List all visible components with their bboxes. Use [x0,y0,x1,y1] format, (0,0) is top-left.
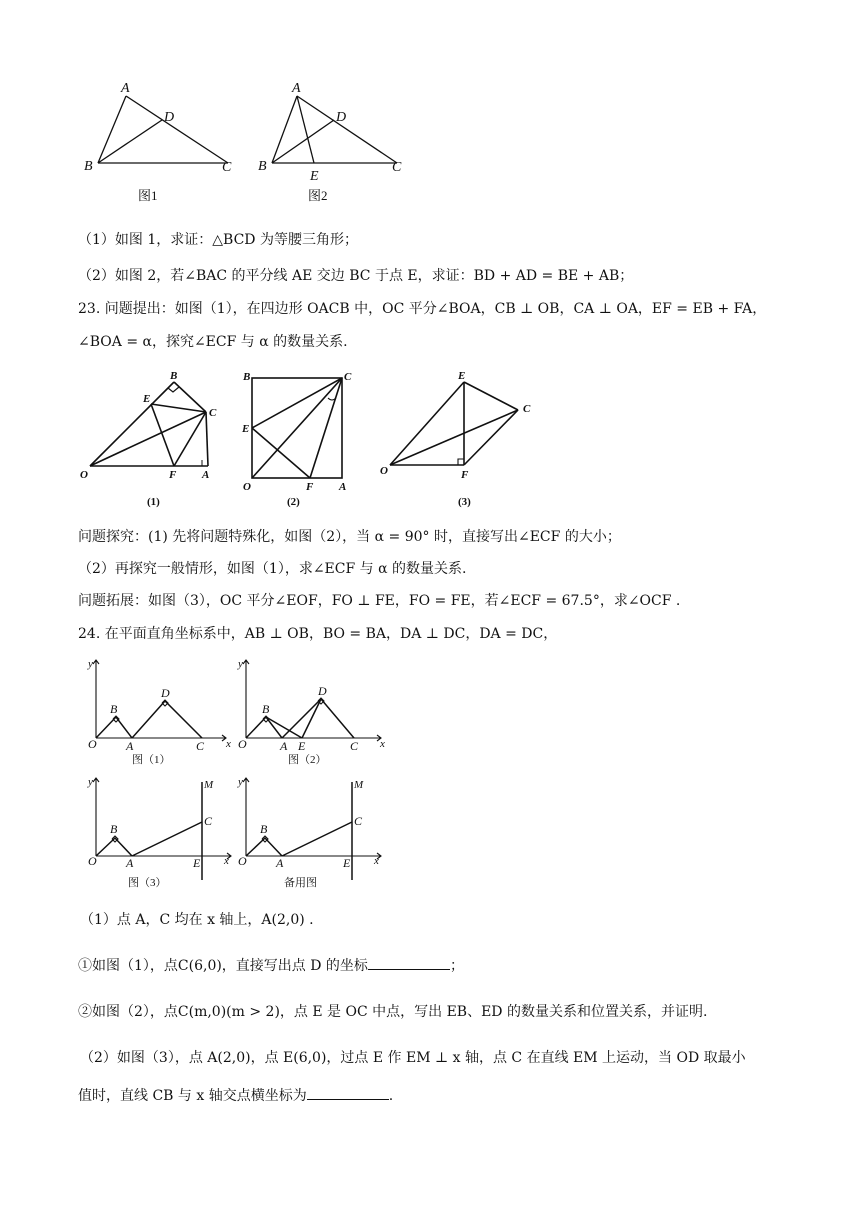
fig-caption-2: 图（2） [288,754,327,766]
label-B: B [258,159,267,174]
q23-figure-3 [378,368,548,513]
answer-blank-2[interactable] [307,1087,389,1100]
q24-part1a: ①如图（1），点C(6,0)，直接写出点 D 的坐标 [78,958,368,974]
label-x: x [380,738,385,750]
q24-part1a-line [78,957,464,975]
label-B: B [170,370,178,382]
label-M: M [204,779,214,791]
label-M: M [354,779,364,791]
label-C: C [196,739,205,753]
label-E: E [242,423,250,435]
label-D: D [164,110,175,125]
label-O: O [380,465,388,477]
label-F: F [461,469,469,481]
label-D: D [161,686,170,700]
label-E: E [193,856,201,870]
label-E: E [143,393,151,405]
q24-part2-line1: （2）如图（3），点 A(2,0)，点 E(6,0)，过点 E 作 EM ⊥ x 轴，点 C 在直线 EM 上运动，当 OD 取最小 [80,1050,746,1066]
q24-part1: （1）点 A，C 均在 x 轴上，A(2,0) . [80,912,314,928]
q22-figure-2 [252,78,422,208]
label-x: x [374,855,379,867]
q24-stem: 24. 在平面直角坐标系中，AB ⊥ OB，BO = BA，DA ⊥ DC，DA = DC， [78,626,558,642]
label-E: E [310,169,319,184]
label-C: C [350,739,359,753]
label-F: F [169,469,177,481]
q24-figure-3 [86,772,246,894]
q24-part2-line2: 值时，直线 CB 与 x 轴交点横坐标为 [78,1088,307,1104]
fig-caption-2: (2) [287,496,300,508]
label-O: O [238,854,247,868]
q24-part2-line2-wrap [78,1087,393,1105]
label-F: F [306,481,314,493]
label-A: A [339,481,347,493]
q23-explore2: （2）再探究一般情形，如图（1），求∠ECF 与 α 的数量关系. [78,561,467,577]
label-A: A [276,856,284,870]
label-A: A [280,739,288,753]
label-A: A [202,469,210,481]
q24-figure-backup [236,772,396,894]
label-y: y [88,776,93,788]
label-C: C [204,814,213,828]
label-y: y [88,658,93,670]
answer-blank-1[interactable] [368,957,450,970]
label-C: C [354,814,363,828]
label-C: C [222,160,232,175]
label-E: E [458,370,466,382]
label-A: A [121,81,130,96]
label-C: C [344,371,352,383]
label-O: O [243,481,251,493]
q24-part1b: ②如图（2），点C(m,0)(m > 2)，点 E 是 OC 中点，写出 EB、ED 的数量关系和位置关系，并证明. [78,1004,708,1020]
label-x: x [226,738,231,750]
label-B: B [110,702,118,716]
label-B: B [262,702,270,716]
label-C: C [523,403,531,415]
q23-stem-line2: ∠BOA = α，探究∠ECF 与 α 的数量关系. [78,334,348,350]
label-A: A [292,81,301,96]
label-B: B [243,371,251,383]
q23-stem-line1: 23. 问题提出：如图（1），在四边形 OACB 中，OC 平分∠BOA，CB ⊥ OB，CA ⊥ OA，EF = EB + FA， [78,301,767,317]
q24-part2-end: . [388,1088,394,1104]
q23-explore1: 问题探究：(1) 先将问题特殊化，如图（2），当 α = 90° 时，直接写出∠ECF 的大小； [78,529,621,545]
label-C: C [392,160,402,175]
label-E: E [343,856,351,870]
label-O: O [88,737,97,751]
q23-extend: 问题拓展：如图（3），OC 平分∠EOF，FO ⊥ FE，FO = FE，若∠ECF = 67.5°，求∠OCF . [78,593,681,609]
q22-figure-1 [78,78,248,208]
label-y: y [238,658,243,670]
fig-caption-3: (3) [458,496,471,508]
q23-figure-1 [78,368,228,513]
label-E: E [298,739,306,753]
fig2-caption: 图2 [308,188,328,203]
label-y: y [238,776,243,788]
label-O: O [238,737,247,751]
label-O: O [88,854,97,868]
label-D: D [318,684,327,698]
fig-caption-backup: 备用图 [284,877,317,889]
label-B: B [110,822,118,836]
label-O: O [80,469,88,481]
fig1-caption: 图1 [138,188,158,203]
q24-part1a-end: ； [449,958,464,974]
fig-caption-1: (1) [147,496,160,508]
label-C: C [209,407,217,419]
label-B: B [84,159,93,174]
q24-figure-2 [236,655,396,765]
q22-part2: （2）如图 2，若∠BAC 的平分线 AE 交边 BC 于点 E，求证：BD + AD = BE + AB； [78,268,634,284]
label-A: A [126,856,134,870]
label-x: x [224,855,229,867]
q24-figure-1 [86,655,246,765]
label-B: B [260,822,268,836]
label-A: A [126,739,134,753]
q22-part1: （1）如图 1，求证：△BCD 为等腰三角形； [78,232,358,248]
fig-caption-1: 图（1） [132,754,171,766]
q23-figure-2 [240,368,370,513]
fig-caption-3: 图（3） [128,877,167,889]
label-D: D [336,110,347,125]
